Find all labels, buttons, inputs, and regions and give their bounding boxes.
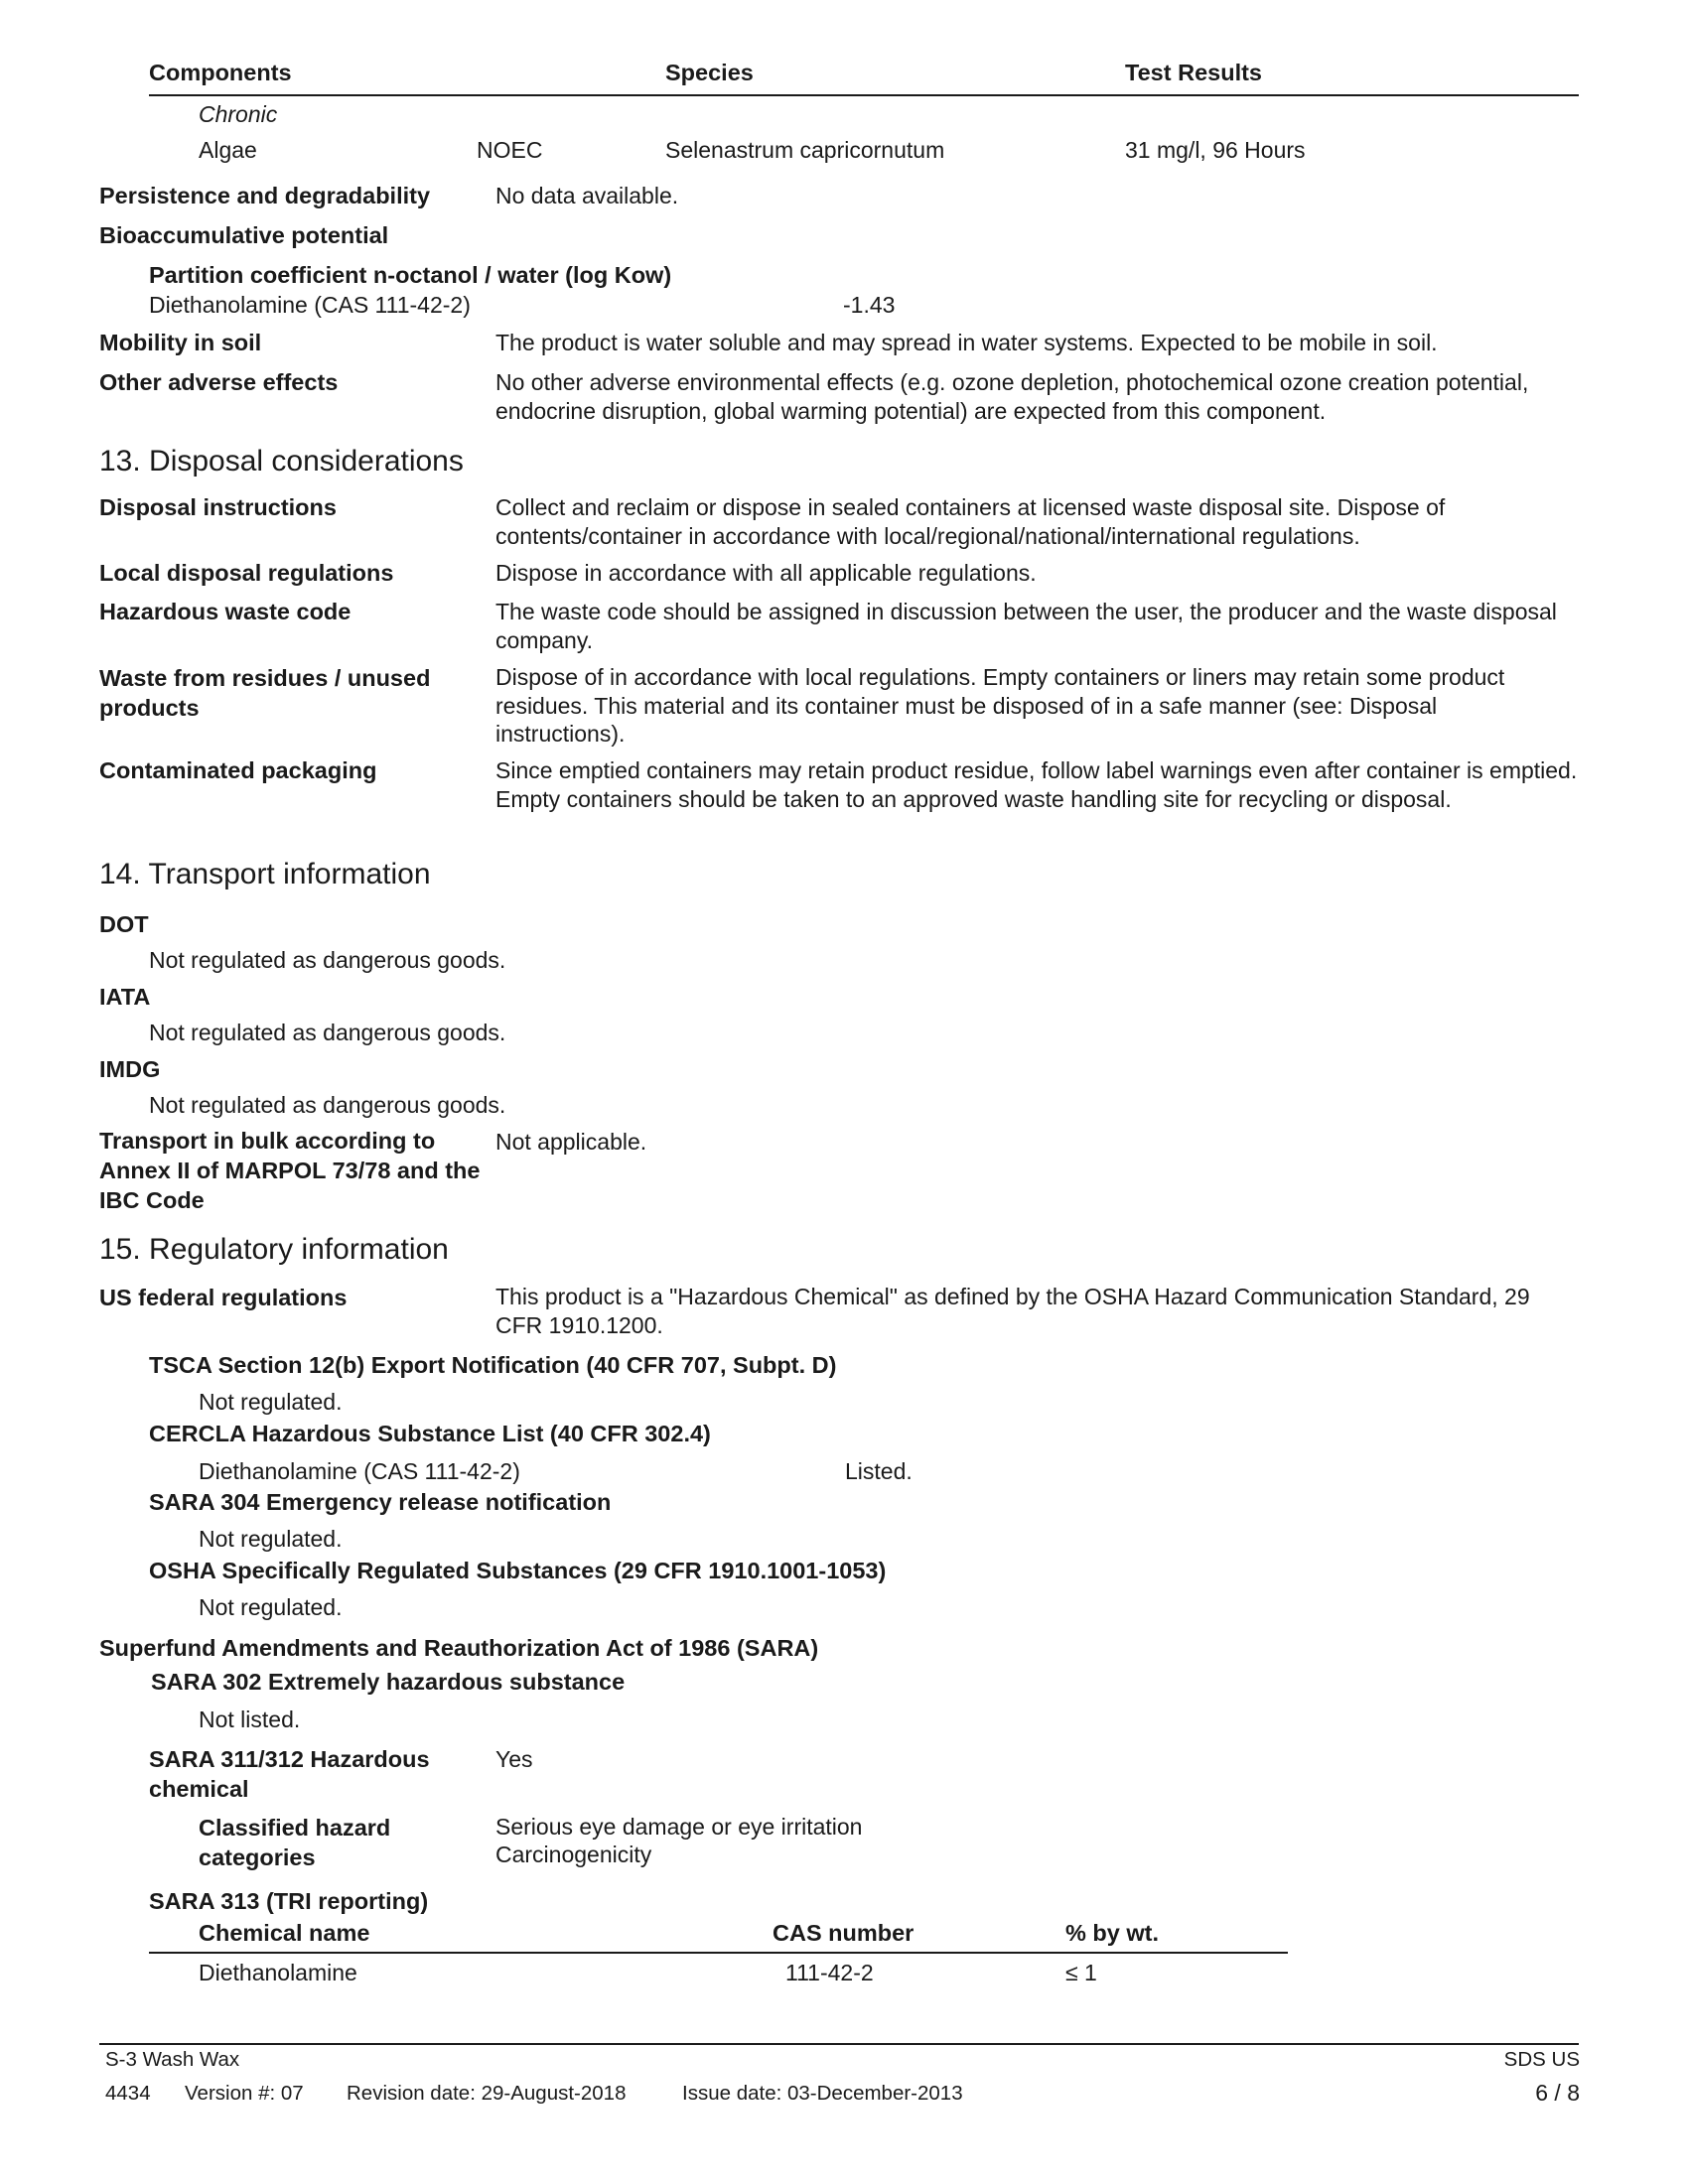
dot-value: Not regulated as dangerous goods. [149,947,506,973]
footer-version: Version #: 07 [185,2082,304,2105]
tsca-label: TSCA Section 12(b) Export Notification (40 CFR 707, Subpt. D) [149,1352,837,1378]
sara311-value: Yes [495,1746,533,1772]
waste-residues-value: Dispose of in accordance with local regulations. Empty containers or liners may retain some product residues. This material and its container must be disposed of in a safe manner (see: Disposal instructions). [495,664,1505,747]
persistence-label: Persistence and degradability [99,183,431,208]
osha-label: OSHA Specifically Regulated Substances (29 CFR 1910.1001-1053) [149,1558,887,1583]
sara302-value: Not listed. [199,1706,301,1732]
footer-code: 4434 [105,2082,151,2105]
sara304-value: Not regulated. [199,1526,343,1552]
mobility-value: The product is water soluble and may spread in water systems. Expected to be mobile in soil. [495,330,1438,355]
classified-hazard-label: Classified hazard categories [199,1815,391,1870]
mobility-label: Mobility in soil [99,330,262,355]
cercla-value: Listed. [845,1458,913,1484]
other-adverse-label: Other adverse effects [99,369,339,395]
tsca-value: Not regulated. [199,1389,343,1415]
footer-rule [99,2043,1579,2045]
partition-substance: Diethanolamine (CAS 111-42-2) [149,292,471,318]
iata-label: IATA [99,984,151,1010]
bulk-transport-label: Transport in bulk according to Annex II of MARPOL 73/78 and the IBC Code [99,1128,481,1213]
eco-row-species: Selenastrum capricornutum [665,137,945,163]
hazardous-waste-value: The waste code should be assigned in discussion between the user, the producer and the waste disposal company. [495,599,1557,653]
cercla-substance: Diethanolamine (CAS 111-42-2) [199,1458,520,1484]
sara313-header-pct: % by wt. [1065,1920,1160,1946]
superfund-label: Superfund Amendments and Reauthorization Act of 1986 (SARA) [99,1635,819,1661]
sara313-label: SARA 313 (TRI reporting) [149,1888,429,1914]
sara313-row-cas: 111-42-2 [785,1960,874,1985]
col-header-components: Components [149,60,292,85]
imdg-value: Not regulated as dangerous goods. [149,1092,506,1118]
iata-value: Not regulated as dangerous goods. [149,1020,506,1045]
contaminated-packaging-label: Contaminated packaging [99,757,377,783]
eco-table-header-rule [149,94,1579,96]
sara313-header-rule [149,1952,1288,1954]
partition-value: -1.43 [843,292,896,318]
local-disposal-value: Dispose in accordance with all applicable regulations. [495,560,1037,586]
footer-issue: Issue date: 03-December-2013 [682,2082,963,2105]
section-13-title: 13. Disposal considerations [99,445,464,478]
us-federal-label: US federal regulations [99,1285,348,1310]
disposal-instructions-value: Collect and reclaim or dispose in sealed containers at licensed waste disposal site. Dispose of contents/container in accordance with local/regional/national/international regulations. [495,494,1446,549]
section-15-title: 15. Regulatory information [99,1233,449,1266]
sara313-header-chemical: Chemical name [199,1920,370,1946]
bulk-transport-value: Not applicable. [495,1129,647,1155]
hazardous-waste-label: Hazardous waste code [99,599,352,624]
disposal-instructions-label: Disposal instructions [99,494,337,520]
eco-row-result: 31 mg/l, 96 Hours [1125,137,1306,163]
sara304-label: SARA 304 Emergency release notification [149,1489,612,1515]
sara313-row-chemical: Diethanolamine [199,1960,357,1985]
bioaccumulative-label: Bioaccumulative potential [99,222,389,248]
dot-label: DOT [99,911,149,937]
other-adverse-value: No other adverse environmental effects (e.g. ozone depletion, photochemical ozone creation potential, endocrine disruption, global warming potential) are expected from this component. [495,369,1529,424]
partition-coefficient-label: Partition coefficient n-octanol / water (log Kow) [149,262,672,288]
us-federal-value: This product is a "Hazardous Chemical" as defined by the OSHA Hazard Communication Standard, 29 CFR 1910.1200. [495,1284,1530,1338]
footer-product: S-3 Wash Wax [105,2048,240,2071]
contaminated-packaging-value: Since emptied containers may retain product residue, follow label warnings even after container is emptied. Empty containers should be taken to an approved waste handling site for recycling or disposal. [495,757,1578,812]
cercla-label: CERCLA Hazardous Substance List (40 CFR 302.4) [149,1421,711,1446]
osha-value: Not regulated. [199,1594,343,1620]
waste-residues-label: Waste from residues / unused products [99,665,431,721]
sara302-label: SARA 302 Extremely hazardous substance [151,1669,626,1695]
section-14-title: 14. Transport information [99,858,431,890]
col-header-test-results: Test Results [1125,60,1262,85]
sara311-label: SARA 311/312 Hazardous chemical [149,1746,430,1802]
classified-hazard-value-1: Serious eye damage or eye irritation [495,1814,863,1840]
persistence-value: No data available. [495,183,679,208]
sara313-row-pct: ≤ 1 [1065,1960,1097,1985]
classified-hazard-value-2: Carcinogenicity [495,1842,652,1867]
footer-sds: SDS US [1503,2048,1580,2071]
sara313-header-cas: CAS number [773,1920,914,1946]
local-disposal-label: Local disposal regulations [99,560,394,586]
footer-revision: Revision date: 29-August-2018 [347,2082,627,2105]
imdg-label: IMDG [99,1056,161,1082]
footer-page-number: 6 / 8 [1535,2080,1580,2106]
chronic-label: Chronic [199,101,278,127]
eco-row-type: NOEC [477,137,543,163]
col-header-species: Species [665,60,754,85]
eco-row-organism: Algae [199,137,257,163]
